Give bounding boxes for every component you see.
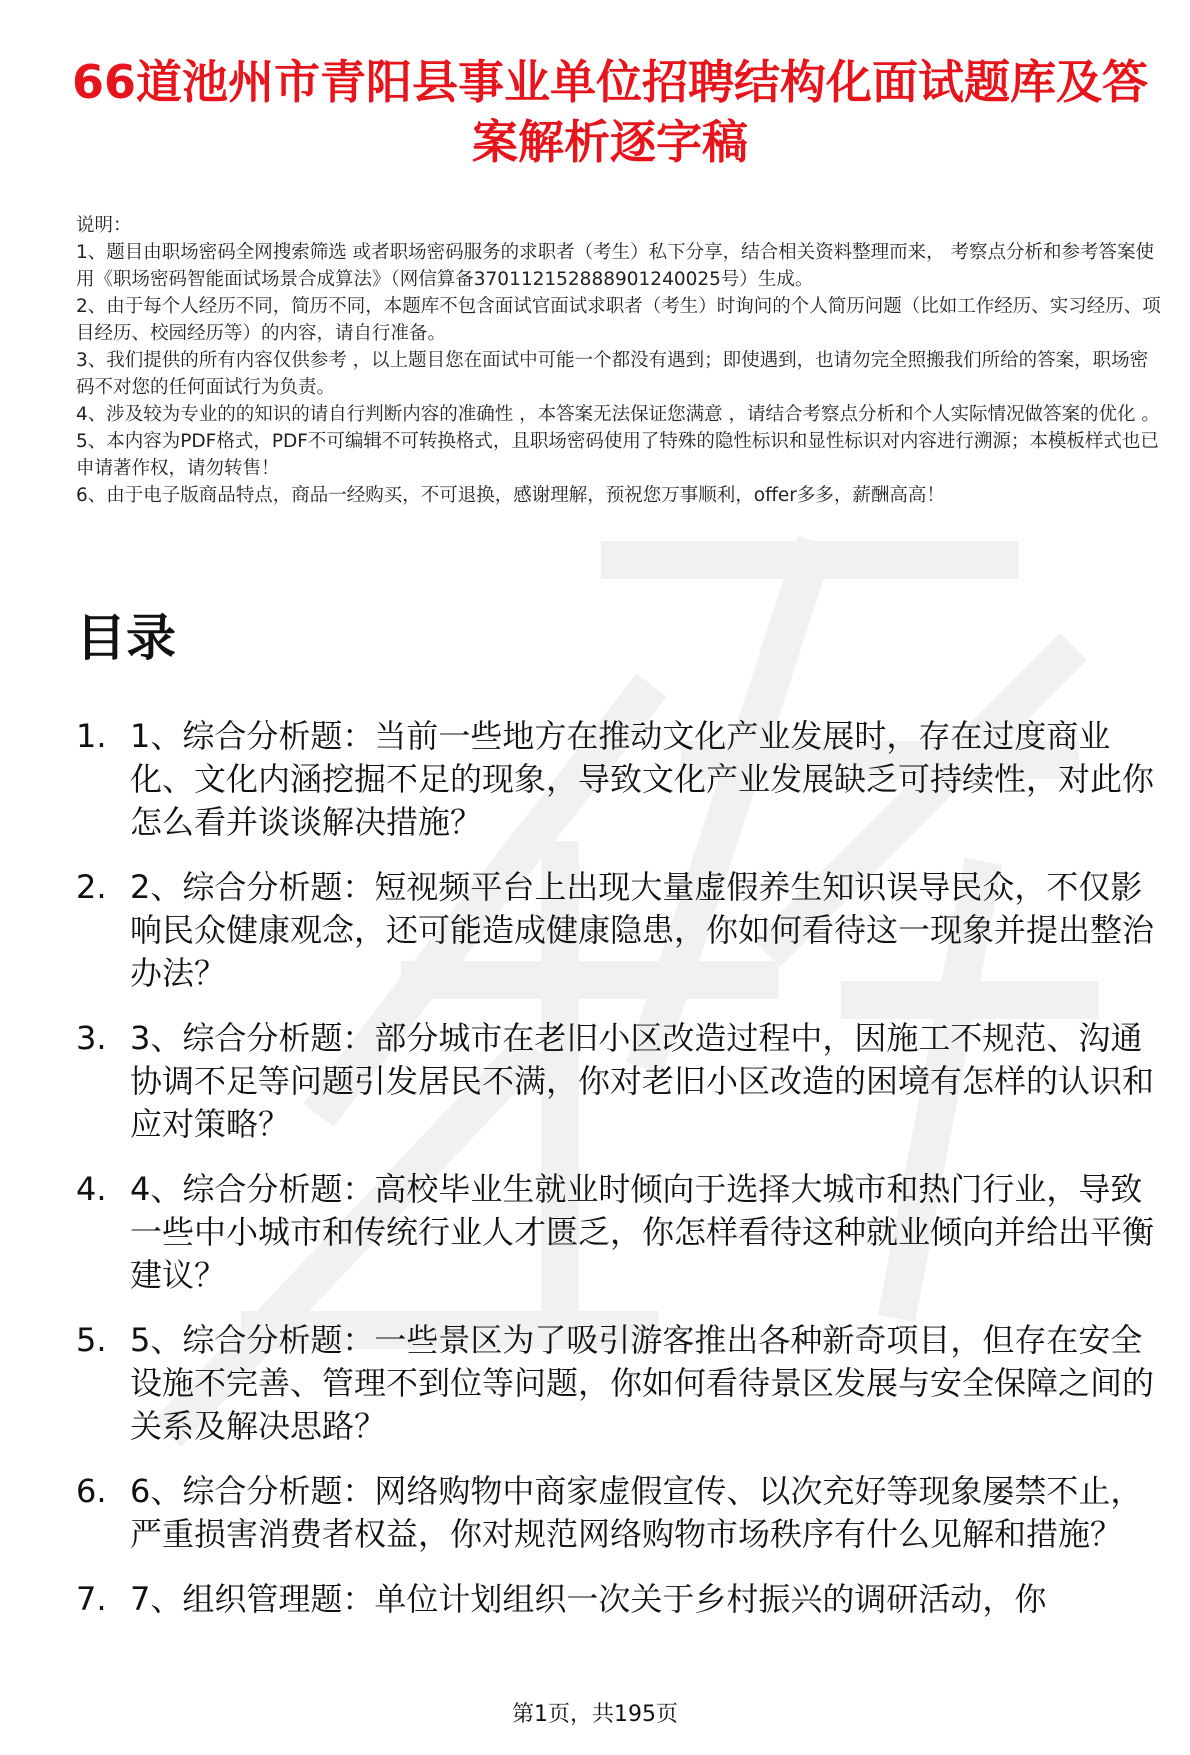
toc-item-number: 7. (76, 1580, 107, 1618)
toc-item[interactable] (76, 1168, 1174, 1297)
toc-item-link[interactable]: 5、综合分析题：一些景区为了吸引游客推出各种新奇项目，但存在安全设施不完善、管理不到位等问题，你如何看待景区发展与安全保障之间的关系及解决思路？ (130, 1321, 1155, 1445)
toc-heading: 目录 (76, 609, 176, 667)
note-item: 4、涉及较为专业的的知识的请自行判断内容的准确性 ，本答案无法保证您满意 ，请结合考察点分析和个人实际情况做答案的优化 。 (76, 404, 1160, 425)
note-item: 5、本内容为PDF格式，PDF不可编辑不可转换格式，且职场密码使用了特殊的隐性标识和显性标识对内容进行溯源；本模板样式也已申请著作权，请勿转售！ (76, 431, 1159, 479)
toc-item[interactable] (76, 1319, 1174, 1448)
toc-item-number: 1. (76, 717, 107, 755)
note-item: 1、题目由职场密码全网搜索筛选 或者职场密码服务的求职者（考生）私下分享，结合相关资料整理而来， 考察点分析和参考答案使用《职场密码智能面试场景合成算法》（网信算备370112152888901240025号）生成。 (76, 242, 1155, 290)
toc-item-number: 2. (76, 868, 107, 906)
toc-item-number: 6. (76, 1472, 107, 1510)
toc-item[interactable] (76, 1578, 1174, 1621)
toc-item-link[interactable]: 4、综合分析题：高校毕业生就业时倾向于选择大城市和热门行业，导致一些中小城市和传统行业人才匮乏，你怎样看待这种就业倾向并给出平衡建议？ (130, 1170, 1155, 1294)
toc-item-number: 5. (76, 1321, 107, 1359)
toc-item-link[interactable]: 7、组织管理题：单位计划组织一次关于乡村振兴的调研活动，你 (130, 1580, 1047, 1618)
toc-item-link[interactable]: 6、综合分析题：网络购物中商家虚假宣传、以次充好等现象屡禁不止，严重损害消费者权益，你对规范网络购物市场秩序有什么见解和措施？ (130, 1472, 1143, 1553)
toc-item[interactable] (76, 866, 1174, 995)
toc-item-link[interactable]: 2、综合分析题：短视频平台上出现大量虚假养生知识误导民众，不仅影响民众健康观念，还可能造成健康隐患，你如何看待这一现象并提出整治办法？ (130, 868, 1155, 992)
toc-item[interactable] (76, 715, 1174, 844)
note-item: 6、由于电子版商品特点，商品一经购买，不可退换，感谢理解，预祝您万事顺利，offer多多，薪酬高高！ (76, 485, 945, 506)
notes-section (76, 212, 1166, 509)
note-item: 3、我们提供的所有内容仅供参考 ，以上题目您在面试中可能一个都没有遇到；即使遇到，也请勿完全照搬我们所给的答案，职场密码不对您的任何面试行为负责。 (76, 350, 1149, 398)
note-item: 2、由于每个人经历不同，简历不同，本题库不包含面试官面试求职者（考生）时询问的个人简历问题（比如工作经历、实习经历、项目经历、校园经历等）的内容，请自行准备。 (76, 296, 1161, 344)
toc-list (76, 715, 1174, 1643)
toc-item-link[interactable]: 3、综合分析题：部分城市在老旧小区改造过程中，因施工不规范、沟通协调不足等问题引发居民不满，你对老旧小区改造的困境有怎样的认识和应对策略？ (130, 1019, 1155, 1143)
toc-item-number: 4. (76, 1170, 107, 1208)
toc-item[interactable] (76, 1017, 1174, 1146)
toc-item[interactable] (76, 1470, 1174, 1556)
document-title: 66道池州市青阳县事业单位招聘结构化面试题库及答案解析逐字稿 (71, 55, 1148, 169)
notes-heading: 说明： (76, 215, 132, 236)
toc-item-link[interactable]: 1、综合分析题：当前一些地方在推动文化产业发展时，存在过度商业化、文化内涵挖掘不足的现象，导致文化产业发展缺乏可持续性，对此你怎么看并谈谈解决措施？ (130, 717, 1155, 841)
page-footer: 第1页，共195页 (512, 1702, 678, 1727)
toc-item-number: 3. (76, 1019, 107, 1057)
